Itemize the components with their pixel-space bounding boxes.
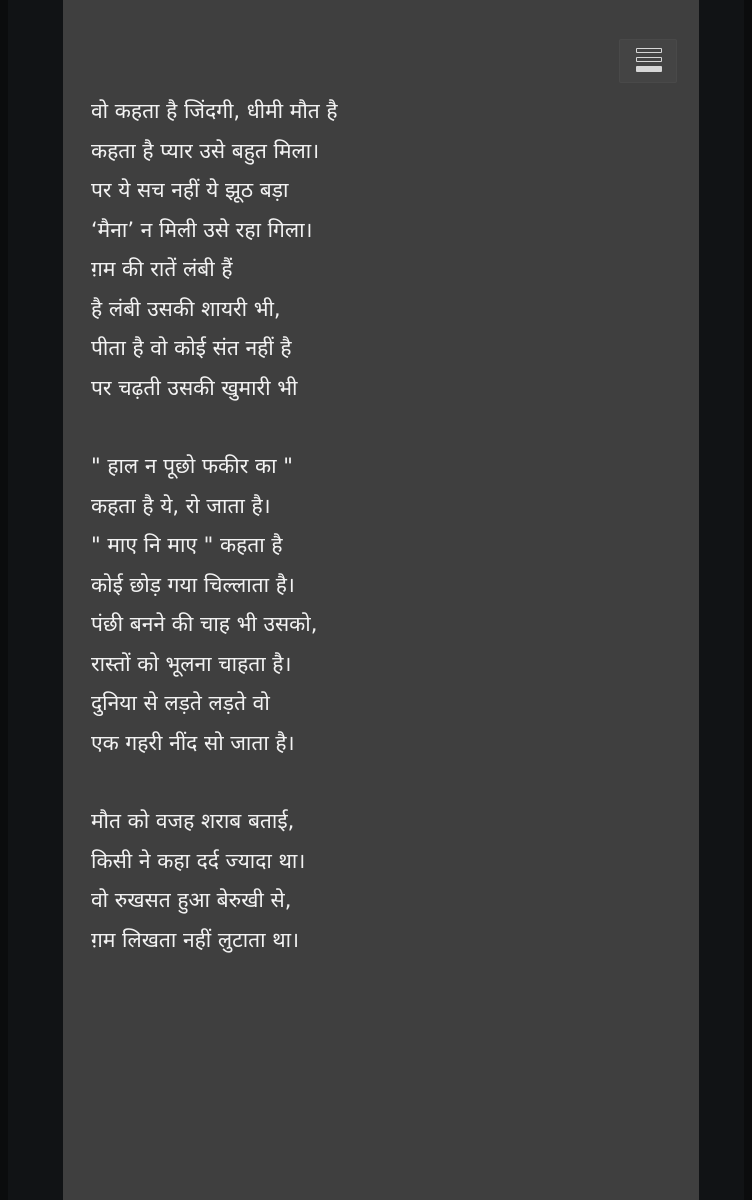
page-panel bbox=[63, 0, 699, 1200]
poem-text bbox=[91, 92, 611, 960]
hamburger-menu-icon[interactable] bbox=[636, 46, 662, 74]
poem-line: " हाल न पूछो फकीर का " bbox=[91, 454, 293, 478]
poem-line: पर चढ़ती उसकी खुमारी भी bbox=[91, 375, 298, 400]
poem-line: ‘मैना’ न मिली उसे रहा गिला। bbox=[91, 217, 313, 242]
poem-line: कहता है ये, रो जाता है। bbox=[91, 493, 271, 518]
poem-line: है लंबी उसकी शायरी भी, bbox=[91, 296, 281, 321]
left-edge bbox=[0, 0, 8, 1200]
poem-line: किसी ने कहा दर्द ज्यादा था। bbox=[91, 848, 306, 873]
poem-stanza-1 bbox=[91, 92, 611, 408]
menu-button[interactable] bbox=[619, 39, 677, 83]
menu-icon-line-3 bbox=[636, 66, 662, 72]
poem-stanza-2 bbox=[91, 447, 611, 763]
poem-line: " माए नि माए " कहता है bbox=[91, 533, 283, 557]
poem-line: ग़म की रातें लंबी हैं bbox=[91, 257, 233, 281]
poem-line: पीता है वो कोई संत नहीं है bbox=[91, 336, 292, 360]
menu-icon-line-1 bbox=[636, 48, 662, 53]
poem-line: रास्तों को भूलना चाहता है। bbox=[91, 651, 292, 676]
poem-line: दुनिया से लड़ते लड़ते वो bbox=[91, 691, 270, 715]
poem-line: कहता है प्यार उसे बहुत मिला। bbox=[91, 138, 320, 163]
poem-line: एक गहरी नींद सो जाता है। bbox=[91, 730, 295, 755]
poem-line: ग़म लिखता नहीं लुटाता था। bbox=[91, 927, 300, 952]
poem-line: वो रुखसत हुआ बेरुखी से, bbox=[91, 888, 292, 912]
poem-line: पंछी बनने की चाह भी उसको, bbox=[91, 612, 318, 636]
poem-line: मौत को वजह शराब बताई, bbox=[91, 809, 295, 833]
right-edge bbox=[744, 0, 752, 1200]
poem-line: कोई छोड़ गया चिल्लाता है। bbox=[91, 572, 295, 597]
menu-icon-line-2 bbox=[636, 57, 662, 62]
poem-line: वो कहता है जिंदगी, धीमी मौत है bbox=[91, 99, 338, 123]
poem-stanza-3 bbox=[91, 802, 611, 960]
poem-line: पर ये सच नहीं ये झूठ बड़ा bbox=[91, 178, 289, 202]
